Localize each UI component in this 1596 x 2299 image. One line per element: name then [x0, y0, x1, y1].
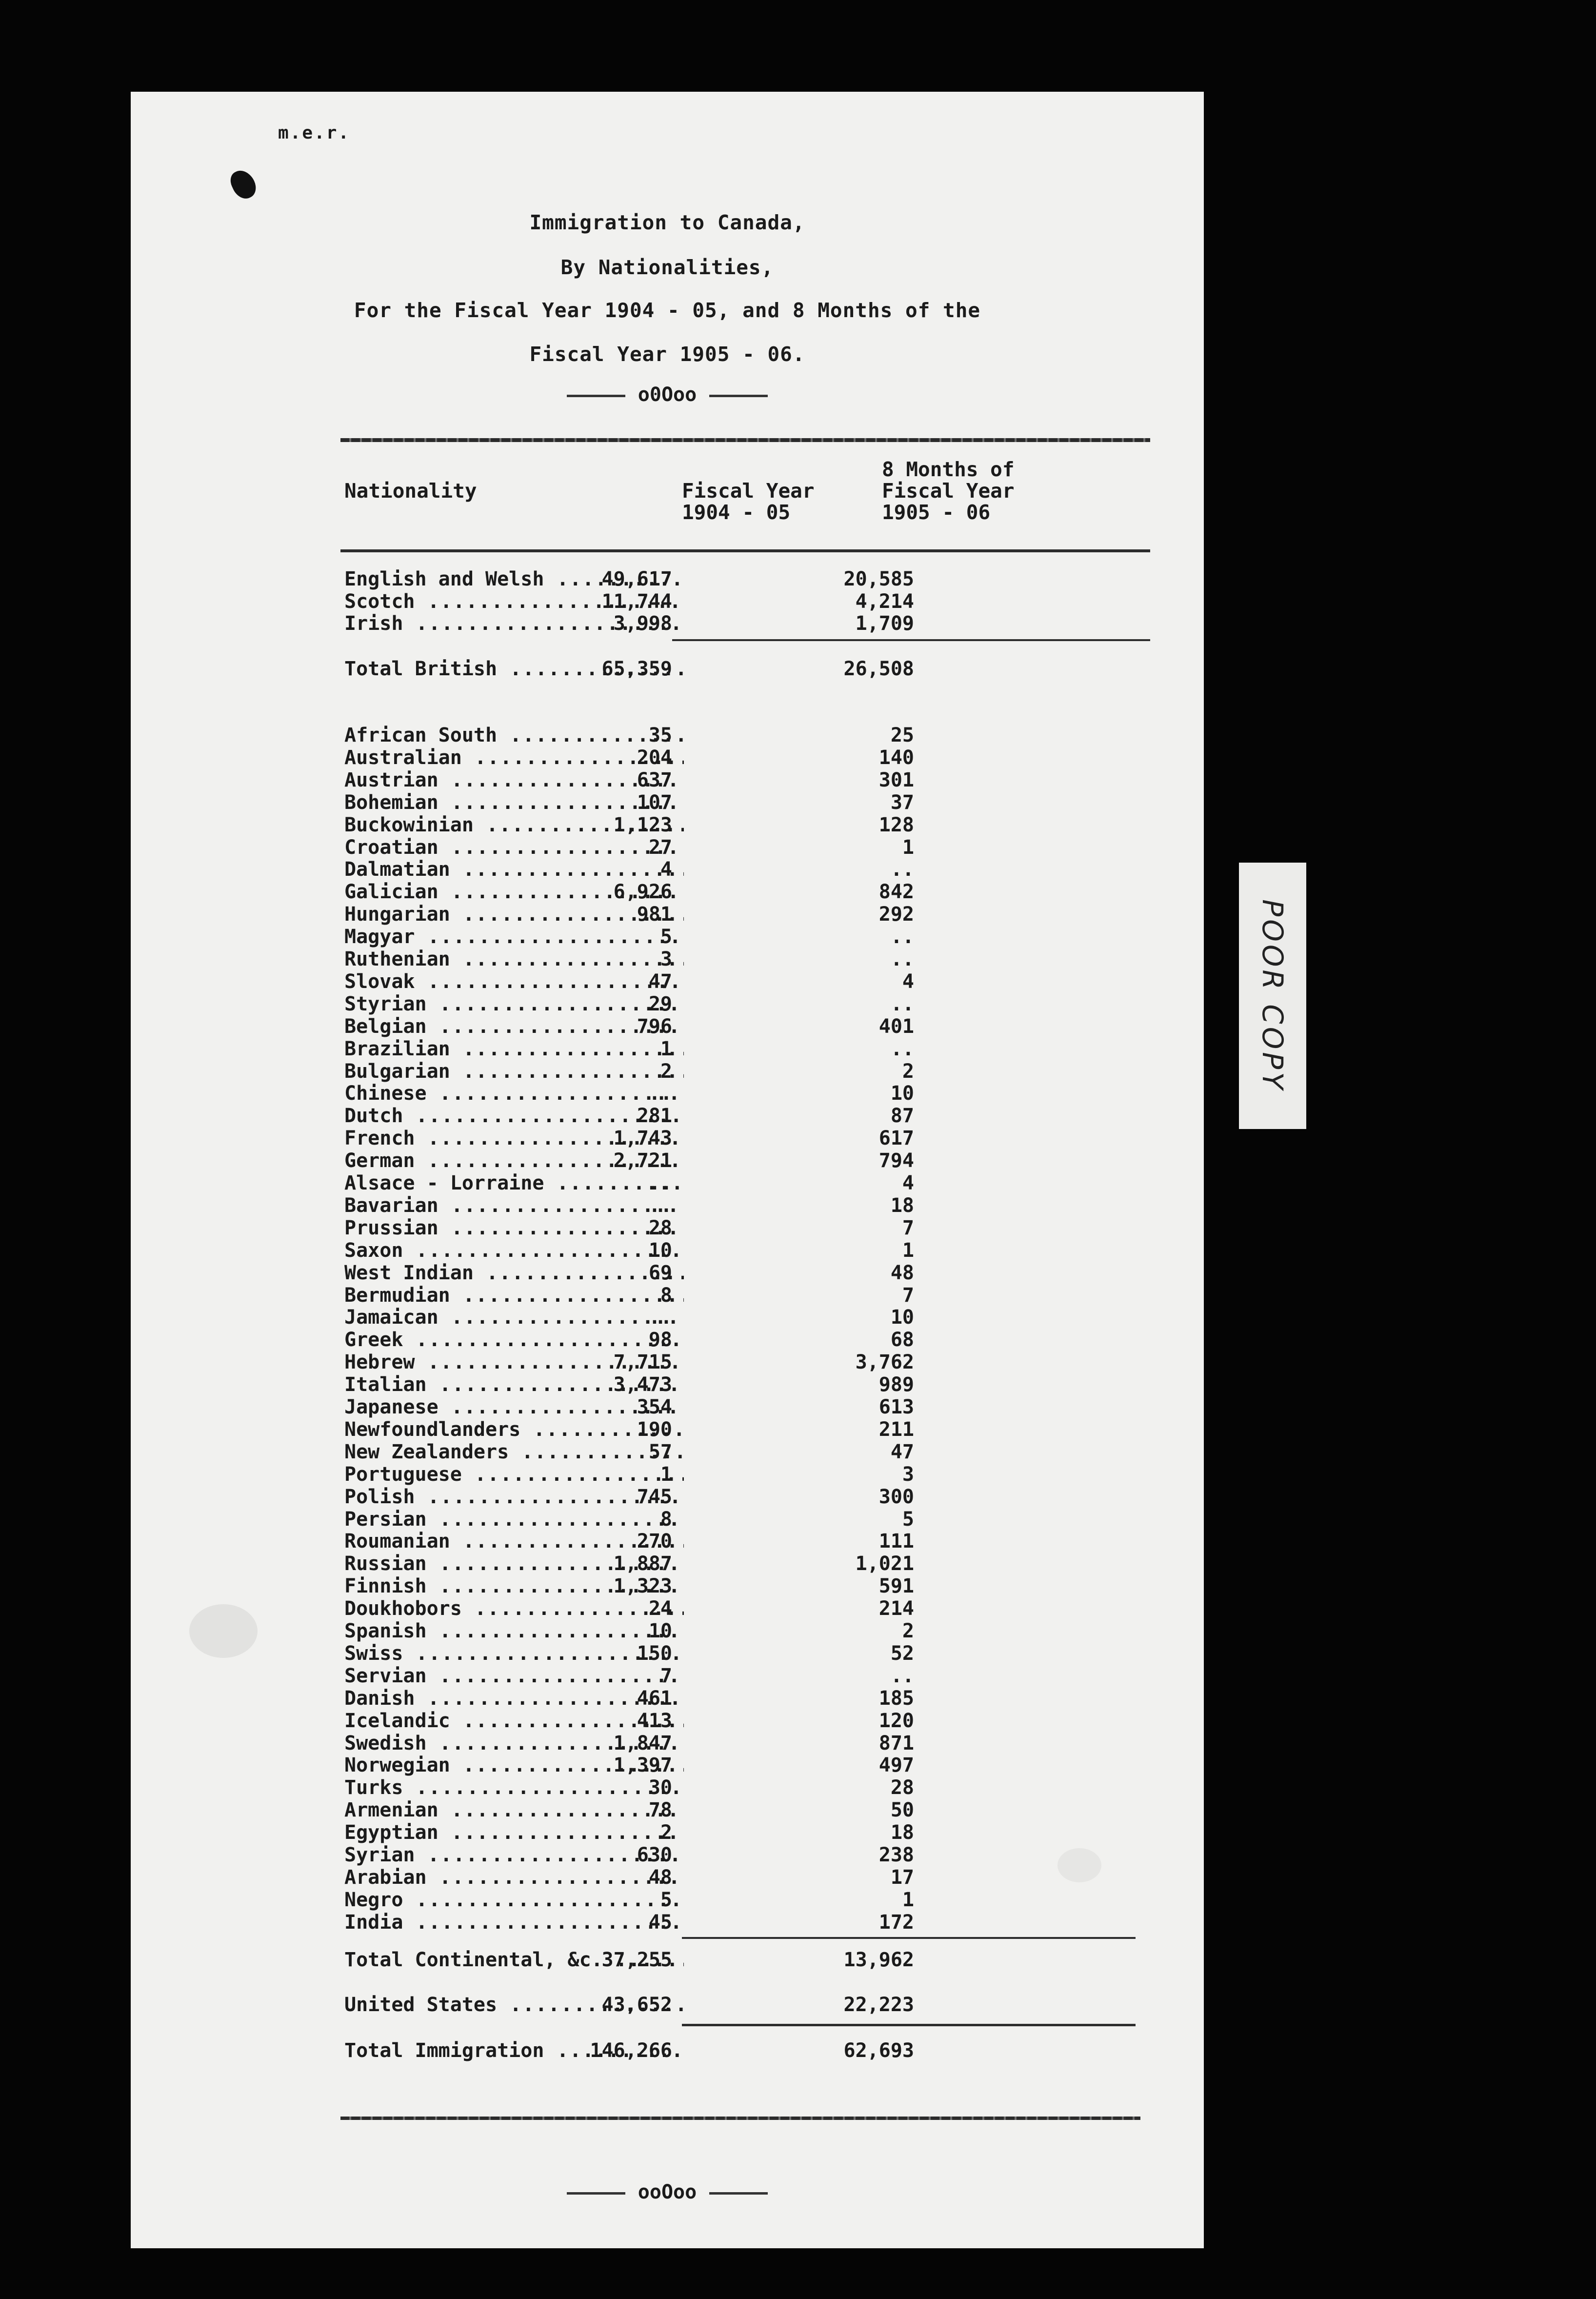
table-row — [344, 612, 1047, 635]
eight-months-cell: 1,709 — [855, 612, 914, 635]
eight-months-cell: 18 — [890, 1194, 914, 1217]
fiscal-year-cell: 29 — [648, 992, 672, 1015]
eight-months-cell: 20,585 — [843, 568, 914, 590]
paper-stain — [189, 1604, 258, 1658]
fiscal-year-cell: 35 — [648, 724, 672, 746]
fiscal-year-cell: 146,266 — [590, 2039, 672, 2062]
fiscal-year-cell: 204 — [637, 746, 672, 769]
eight-months-cell: 48 — [890, 1261, 914, 1284]
title-line-3: For the Fiscal Year 1904 - 05, and 8 Months of the — [354, 299, 981, 322]
eight-months-cell: 5 — [902, 1508, 914, 1531]
table-row — [344, 1463, 1047, 1486]
table-row — [344, 1239, 1047, 1262]
nationality-cell: Slovak ..... — [344, 970, 684, 993]
fiscal-year-cell: .. — [648, 1306, 672, 1329]
nationality-cell: Armenian ..... — [344, 1799, 684, 1821]
nationality-cell: Polish ..... — [344, 1486, 684, 1508]
nationality-cell: Bavarian ..... — [344, 1194, 684, 1217]
nationality-cell: United States ..... — [344, 1994, 684, 2016]
eight-months-cell: 26,508 — [843, 658, 914, 680]
fiscal-year-cell: 981 — [637, 903, 672, 926]
fiscal-year-cell: 98 — [648, 1329, 672, 1351]
fiscal-year-cell: 281 — [637, 1105, 672, 1128]
eight-months-cell: .. — [890, 926, 914, 948]
eight-months-cell: 401 — [878, 1015, 914, 1038]
footer-dash-left — [567, 2192, 625, 2195]
table-row — [344, 858, 1047, 881]
nationality-cell: Swedish ..... — [344, 1732, 684, 1754]
table-row — [344, 1508, 1047, 1531]
table-row — [344, 881, 1047, 903]
table-row — [344, 1351, 1047, 1373]
nationality-cell: Australian ..... — [344, 746, 684, 769]
title-line-1: Immigration to Canada, — [529, 211, 805, 234]
eight-months-cell: 87 — [890, 1105, 914, 1128]
fiscal-year-cell: 10 — [648, 1620, 672, 1642]
top-dashed-rule — [340, 438, 1150, 442]
fiscal-year-cell: .. — [648, 1082, 672, 1105]
eight-months-cell: .. — [890, 858, 914, 881]
table-row — [344, 1418, 1047, 1441]
nationality-cell: Icelandic ..... — [344, 1710, 684, 1732]
fiscal-year-cell: 3 — [660, 948, 672, 970]
nationality-cell: Saxon ..... — [344, 1239, 684, 1262]
eight-months-cell: 842 — [878, 881, 914, 904]
table-row — [344, 1553, 1047, 1575]
table-row — [344, 926, 1047, 948]
nationality-cell: African South ..... — [344, 724, 684, 746]
fiscal-year-cell: 37,255 — [601, 1949, 672, 1971]
fiscal-year-cell: 8 — [660, 1508, 672, 1531]
nationality-cell: Prussian ..... — [344, 1217, 684, 1239]
header-rule — [340, 549, 1150, 552]
nationality-cell: Finnish ..... — [344, 1575, 684, 1597]
table-row — [344, 836, 1047, 859]
fiscal-year-cell: 7,715 — [613, 1351, 672, 1374]
table-row — [344, 1911, 1047, 1934]
table-row — [344, 1754, 1047, 1776]
nationality-cell: Arabian ..... — [344, 1866, 684, 1889]
footer-ornament — [131, 2181, 1204, 2203]
fiscal-year-cell: 65,359 — [601, 658, 672, 680]
eight-months-cell: 140 — [878, 746, 914, 769]
nationality-cell: Syrian ..... — [344, 1844, 684, 1866]
eight-months-cell: 47 — [890, 1440, 914, 1463]
ornament-dash-right — [709, 395, 768, 397]
eight-months-cell: 3 — [902, 1463, 914, 1486]
british-subtotal-rule — [672, 639, 1150, 641]
nationality-cell: Portuguese ..... — [344, 1463, 684, 1486]
table-row — [344, 658, 1047, 680]
nationality-cell: Total Immigration ..... — [344, 2039, 684, 2062]
table-row — [344, 1150, 1047, 1172]
eight-months-cell: 13,962 — [843, 1949, 914, 1971]
eight-months-cell: 7 — [902, 1284, 914, 1307]
fiscal-year-cell: 190 — [637, 1418, 672, 1441]
eight-months-cell: 10 — [890, 1082, 914, 1105]
nationality-cell: Bohemian ..... — [344, 791, 684, 814]
eight-months-cell: 871 — [878, 1732, 914, 1754]
table-row — [344, 1217, 1047, 1239]
nationality-cell: Magyar ..... — [344, 926, 684, 948]
nationality-cell: Ruthenian ..... — [344, 948, 684, 970]
header-fiscal-year: Fiscal Year 1904 - 05 — [682, 479, 815, 524]
nationality-cell: Total British ..... — [344, 658, 684, 680]
fiscal-year-cell: 5 — [660, 926, 672, 948]
eight-months-cell: .. — [890, 948, 914, 970]
table-row — [344, 1710, 1047, 1732]
eight-months-cell: 794 — [878, 1150, 914, 1172]
table-row — [344, 1284, 1047, 1307]
eight-months-cell: 50 — [890, 1799, 914, 1822]
fiscal-year-cell: 1,743 — [613, 1127, 672, 1150]
eight-months-cell: 7 — [902, 1216, 914, 1239]
eight-months-cell: 28 — [890, 1776, 914, 1799]
table-row — [344, 1597, 1047, 1620]
fiscal-year-cell: 10 — [648, 1239, 672, 1262]
nationality-cell: Brazilian ..... — [344, 1038, 684, 1060]
table-row — [344, 1486, 1047, 1508]
table-row — [344, 993, 1047, 1015]
eight-months-cell: 613 — [878, 1396, 914, 1418]
eight-months-cell: 172 — [878, 1911, 914, 1934]
table-row — [344, 2039, 1047, 2062]
eight-months-cell: 25 — [890, 724, 914, 746]
eight-months-cell: .. — [890, 1664, 914, 1687]
fiscal-year-cell: 2,721 — [613, 1150, 672, 1172]
table-row — [344, 1799, 1047, 1821]
fiscal-year-cell: 1,397 — [613, 1754, 672, 1777]
table-row — [344, 1127, 1047, 1150]
eight-months-cell: 617 — [878, 1127, 914, 1150]
table-row — [344, 590, 1047, 613]
title-line-4: Fiscal Year 1905 - 06. — [529, 343, 805, 366]
table-row — [344, 948, 1047, 970]
fiscal-year-cell: 57 — [648, 1440, 672, 1463]
nationality-cell: Irish ..... — [344, 612, 684, 635]
nationality-cell: English and Welsh ..... — [344, 568, 684, 590]
nationality-cell: Croatian ..... — [344, 836, 684, 859]
eight-months-cell: 4,214 — [855, 590, 914, 613]
table-row — [344, 1994, 1047, 2016]
fiscal-year-cell: 3,473 — [613, 1373, 672, 1396]
footer-dash-right — [709, 2192, 768, 2195]
eight-months-cell: 17 — [890, 1866, 914, 1889]
nationality-cell: Turks ..... — [344, 1776, 684, 1799]
table-row — [344, 1687, 1047, 1710]
fiscal-year-cell: 150 — [637, 1642, 672, 1665]
bottom-dashed-rule — [340, 2117, 1140, 2120]
eight-months-cell: 22,223 — [843, 1994, 914, 2016]
table-row — [344, 1642, 1047, 1665]
fiscal-year-cell: 7 — [660, 1664, 672, 1687]
nationality-cell: Scotch ..... — [344, 590, 684, 613]
fiscal-year-cell: 69 — [648, 1261, 672, 1284]
title-line-2: By Nationalities, — [560, 256, 774, 279]
fiscal-year-cell: 78 — [648, 1799, 672, 1822]
nationality-cell: Dalmatian ..... — [344, 858, 684, 881]
fiscal-year-cell: 24 — [648, 1597, 672, 1620]
table-row — [344, 1396, 1047, 1418]
table-row — [344, 1172, 1047, 1194]
fiscal-year-cell: 107 — [637, 791, 672, 814]
nationality-cell: Hebrew ..... — [344, 1351, 684, 1373]
fiscal-year-cell: 30 — [648, 1776, 672, 1799]
fiscal-year-cell: 3,998 — [613, 612, 672, 635]
fiscal-year-cell: 1 — [660, 1037, 672, 1060]
fiscal-year-cell: 27 — [648, 836, 672, 859]
eight-months-cell: 2 — [902, 1620, 914, 1642]
table-row — [344, 746, 1047, 769]
nationality-cell: German ..... — [344, 1150, 684, 1172]
nationality-cell: Japanese ..... — [344, 1396, 684, 1418]
nationality-cell: Bulgarian ..... — [344, 1060, 684, 1083]
total-rule — [682, 2024, 1136, 2026]
table-row — [344, 791, 1047, 814]
eight-months-cell: 238 — [878, 1844, 914, 1866]
nationality-cell: Russian ..... — [344, 1553, 684, 1575]
nationality-cell: Servian ..... — [344, 1665, 684, 1687]
nationality-cell: Spanish ..... — [344, 1620, 684, 1642]
table-row — [344, 1262, 1047, 1284]
fiscal-year-cell: 630 — [637, 1844, 672, 1866]
nationality-cell: Doukhobors ..... — [344, 1597, 684, 1620]
table-row — [344, 1665, 1047, 1687]
fiscal-year-cell: 47 — [648, 970, 672, 993]
nationality-cell: West Indian ..... — [344, 1262, 684, 1284]
fiscal-year-cell: 270 — [637, 1530, 672, 1553]
fiscal-year-cell: 354 — [637, 1396, 672, 1418]
table-row — [344, 1530, 1047, 1553]
nationality-cell: Bermudian ..... — [344, 1284, 684, 1307]
eight-months-cell: .. — [890, 992, 914, 1015]
title-ornament — [131, 383, 1204, 406]
fiscal-year-cell: 49,617 — [601, 568, 672, 590]
nationality-cell: Hungarian ..... — [344, 903, 684, 926]
table-row — [344, 724, 1047, 746]
nationality-cell: Greek ..... — [344, 1329, 684, 1351]
nationality-cell: French ..... — [344, 1127, 684, 1150]
nationality-cell: India ..... — [344, 1911, 684, 1934]
table-row — [344, 769, 1047, 791]
nationality-cell: Italian ..... — [344, 1373, 684, 1396]
eight-months-cell: 4 — [902, 1172, 914, 1194]
nationality-cell: Egyptian ..... — [344, 1821, 684, 1844]
table-row — [344, 1866, 1047, 1889]
eight-months-cell: 300 — [878, 1485, 914, 1508]
eight-months-cell: 4 — [902, 970, 914, 993]
nationality-cell: Styrian ..... — [344, 993, 684, 1015]
eight-months-cell: 214 — [878, 1597, 914, 1620]
eight-months-cell: 185 — [878, 1687, 914, 1710]
table-row — [344, 1329, 1047, 1351]
ornament-text: o0Ooo — [638, 383, 697, 406]
table-row — [344, 1949, 1047, 1971]
nationality-cell: Galician ..... — [344, 881, 684, 903]
fiscal-year-cell: .. — [648, 1172, 672, 1194]
fiscal-year-cell: 43,652 — [601, 1994, 672, 2016]
fiscal-year-cell: 28 — [648, 1216, 672, 1239]
nationality-cell: Total Continental, &c. ..... — [344, 1949, 684, 1971]
eight-months-cell: 111 — [878, 1530, 914, 1553]
fiscal-year-cell: 8 — [660, 1284, 672, 1307]
eight-months-cell: 211 — [878, 1418, 914, 1441]
nationality-cell: Belgian ..... — [344, 1015, 684, 1038]
fiscal-year-cell: 4 — [660, 858, 672, 881]
nationality-cell: Swiss ..... — [344, 1642, 684, 1665]
nationality-cell: Dutch ..... — [344, 1105, 684, 1127]
eight-months-cell: 128 — [878, 813, 914, 836]
fiscal-year-cell: 461 — [637, 1687, 672, 1710]
fiscal-year-cell: 2 — [660, 1060, 672, 1083]
eight-months-cell: 1 — [902, 1888, 914, 1911]
fiscal-year-cell: 6,926 — [613, 881, 672, 904]
eight-months-cell: 301 — [878, 768, 914, 791]
fiscal-year-cell: 1,887 — [613, 1553, 672, 1575]
fiscal-year-cell: 796 — [637, 1015, 672, 1038]
nationality-cell: Norwegian ..... — [344, 1754, 684, 1776]
fiscal-year-cell: 745 — [637, 1485, 672, 1508]
eight-months-cell: 52 — [890, 1642, 914, 1665]
eight-months-cell: 1 — [902, 1239, 914, 1262]
table-row — [344, 903, 1047, 926]
table-row — [344, 1060, 1047, 1083]
nationality-cell: New Zealanders ..... — [344, 1441, 684, 1463]
table-row — [344, 1620, 1047, 1642]
table-row — [344, 814, 1047, 836]
nationality-cell: Buckowinian ..... — [344, 814, 684, 836]
nationality-cell: Jamaican ..... — [344, 1306, 684, 1329]
nationality-cell: Negro ..... — [344, 1889, 684, 1911]
eight-months-cell: .. — [890, 1037, 914, 1060]
eight-months-cell: 37 — [890, 791, 914, 814]
table-row — [344, 970, 1047, 993]
eight-months-cell: 989 — [878, 1373, 914, 1396]
eight-months-cell: 10 — [890, 1306, 914, 1329]
table-row — [344, 1082, 1047, 1105]
ornament-dash-left — [567, 395, 625, 397]
eight-months-cell: 1,021 — [855, 1553, 914, 1575]
ink-blot — [227, 166, 259, 202]
header-eight-months: 8 Months of Fiscal Year 1905 - 06 — [882, 458, 1015, 524]
table-row — [344, 1776, 1047, 1799]
header-nationality: Nationality — [344, 479, 477, 503]
eight-months-cell: 497 — [878, 1754, 914, 1777]
continental-subtotal-rule — [682, 1937, 1136, 1939]
eight-months-cell: 2 — [902, 1060, 914, 1083]
nationality-cell: Persian ..... — [344, 1508, 684, 1531]
eight-months-cell: 68 — [890, 1329, 914, 1351]
table-row — [344, 1844, 1047, 1866]
fiscal-year-cell: 5 — [660, 1888, 672, 1911]
corner-mark: m.e.r. — [278, 123, 351, 143]
table-row — [344, 1821, 1047, 1844]
nationality-cell: Alsace - Lorraine ..... — [344, 1172, 684, 1194]
fiscal-year-cell: .. — [648, 1194, 672, 1217]
eight-months-cell: 120 — [878, 1709, 914, 1732]
table-row — [344, 1732, 1047, 1754]
fiscal-year-cell: 413 — [637, 1709, 672, 1732]
footer-ornament-text: ooOoo — [638, 2181, 697, 2203]
table-row — [344, 1105, 1047, 1127]
table-row — [344, 1373, 1047, 1396]
table-row — [344, 568, 1047, 590]
eight-months-cell: 62,693 — [843, 2039, 914, 2062]
eight-months-cell: 292 — [878, 903, 914, 926]
eight-months-cell: 18 — [890, 1821, 914, 1844]
eight-months-cell: 591 — [878, 1575, 914, 1598]
fiscal-year-cell: 637 — [637, 768, 672, 791]
table-row — [344, 1441, 1047, 1463]
fiscal-year-cell: 45 — [648, 1911, 672, 1934]
nationality-cell: Austrian ..... — [344, 769, 684, 791]
table-row — [344, 1038, 1047, 1060]
fiscal-year-cell: 1,123 — [613, 813, 672, 836]
nationality-cell: Newfoundlanders ..... — [344, 1418, 684, 1441]
fiscal-year-cell: 1 — [660, 1463, 672, 1486]
fiscal-year-cell: 48 — [648, 1866, 672, 1889]
table-row — [344, 1194, 1047, 1217]
document-page — [131, 92, 1204, 2248]
paper-stain — [1057, 1848, 1101, 1882]
table-row — [344, 1015, 1047, 1038]
fiscal-year-cell: 1,847 — [613, 1732, 672, 1754]
fiscal-year-cell: 1,323 — [613, 1575, 672, 1598]
poor-copy-stamp — [1239, 863, 1306, 1129]
eight-months-cell: 3,762 — [855, 1351, 914, 1374]
table-row — [344, 1575, 1047, 1597]
fiscal-year-cell: 2 — [660, 1821, 672, 1844]
table-row — [344, 1306, 1047, 1329]
fiscal-year-cell: 11,744 — [601, 590, 672, 613]
eight-months-cell: 1 — [902, 836, 914, 859]
nationality-cell: Chinese ..... — [344, 1082, 684, 1105]
nationality-cell: Danish ..... — [344, 1687, 684, 1710]
poor-copy-text: POOR COPY — [1256, 899, 1290, 1092]
table-row — [344, 1889, 1047, 1911]
nationality-cell: Roumanian ..... — [344, 1530, 684, 1553]
